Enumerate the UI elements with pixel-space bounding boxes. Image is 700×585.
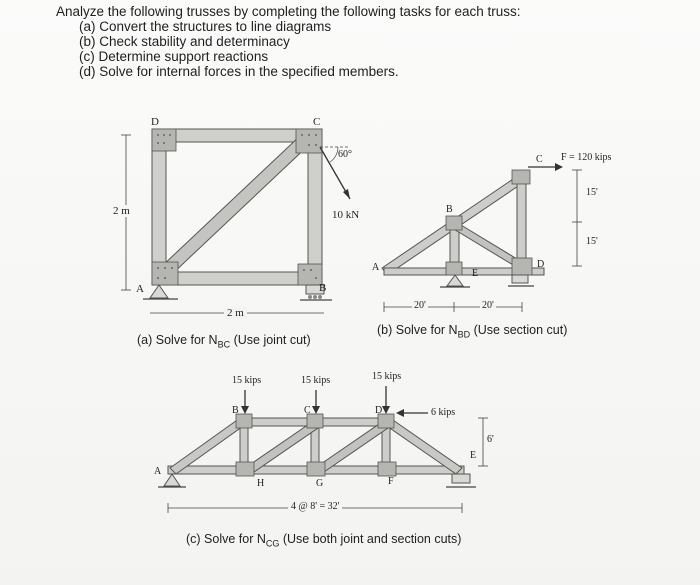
node-label-d-b: D <box>537 259 545 270</box>
node-label-a: A <box>136 283 144 295</box>
roller-support-e-c <box>452 474 470 483</box>
load-label-c: 15 kips <box>301 375 331 386</box>
node-label-h-c: H <box>257 478 265 489</box>
vertical-dim-lower: 15' <box>586 236 598 247</box>
node-label-a-b: A <box>372 262 380 273</box>
task-a: (a) Convert the structures to line diagrams <box>79 19 332 34</box>
pin-support-a-c <box>164 474 180 486</box>
load-label-d: 15 kips <box>372 371 402 382</box>
caption-c: (c) Solve for $N_{CG}$ (Use both joint and section cuts) <box>186 532 462 549</box>
caption-b: (b) Solve for $N_{BD}$ (Use section cut) <box>377 323 568 340</box>
angle-label: 60° <box>338 149 352 160</box>
node-label-b-b: B <box>446 204 453 215</box>
task-d: (d) Solve for internal forces in the specified members. <box>79 64 399 79</box>
node-label-b-c: B <box>232 405 239 416</box>
width-label: 2 m <box>224 307 247 319</box>
load-label-b: 15 kips <box>232 375 262 386</box>
force-label: F = 120 kips <box>561 152 612 163</box>
horizontal-dim-left: 20' <box>414 300 426 311</box>
caption-a: (a) Solve for $N_{BC}$ (Use joint cut) <box>137 333 311 350</box>
node-label-g-c: G <box>316 478 324 489</box>
node-label-b: B <box>319 282 327 294</box>
node-label-c-c: C <box>304 405 311 416</box>
node-label-d: D <box>151 116 159 128</box>
load-label: 10 kN <box>332 209 360 221</box>
task-b: (b) Check stability and determinacy <box>79 34 290 49</box>
node-label-c-b: C <box>536 154 543 165</box>
side-load-label: 6 kips <box>431 407 456 418</box>
node-label-a-c: A <box>154 466 162 477</box>
height-label-c: 6' <box>487 434 494 445</box>
node-label-f-c: F <box>388 476 394 487</box>
node-label-e-b: E <box>472 268 479 279</box>
instructions-heading: Analyze the following trusses by completing the following tasks for each truss: <box>56 4 521 19</box>
node-label-e-c: E <box>470 450 477 461</box>
task-c: (c) Determine support reactions <box>79 49 269 64</box>
span-label: 4 @ 8' = 32' <box>288 501 342 512</box>
vertical-dim-upper: 15' <box>586 187 598 198</box>
node-label-d-c: D <box>375 405 383 416</box>
diagonal-gd <box>318 422 388 472</box>
horizontal-dim-right: 20' <box>482 300 494 311</box>
height-label: 2 m <box>113 205 130 217</box>
node-label-c: C <box>313 116 321 128</box>
